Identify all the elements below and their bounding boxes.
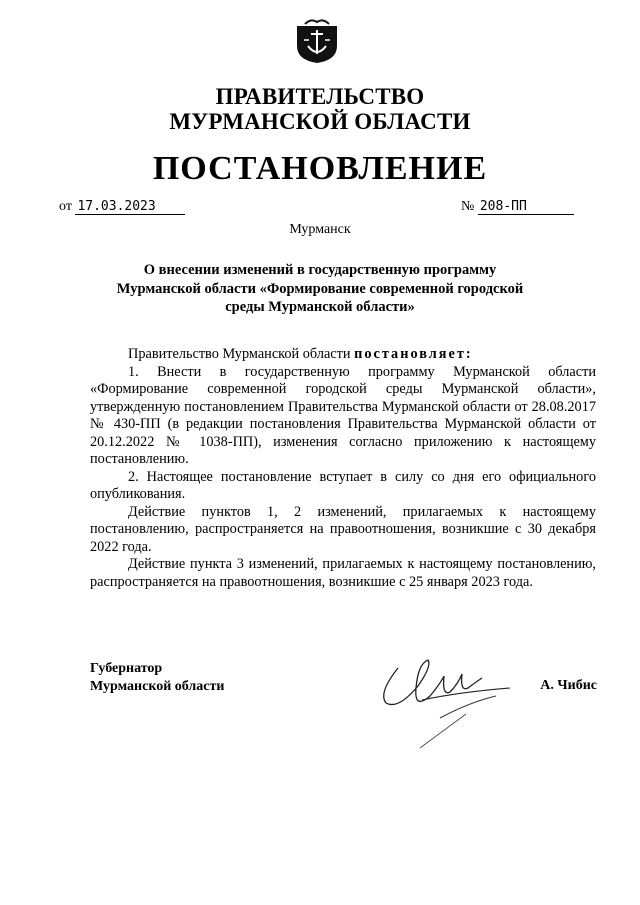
- intro-text: Правительство Мурманской области: [128, 346, 355, 362]
- document-type-title: ПОСТАНОВЛЕНИЕ: [152, 150, 488, 187]
- date-prefix: от: [59, 199, 72, 214]
- signer-title: [90, 660, 224, 696]
- decree-date: 17.03.2023: [75, 199, 185, 215]
- body-paragraph-4: Действие пункта 3 изменений, прилагаемых к настоящему постановлению, распространяется на правоотношения, возникшие с 25 января 2023 года.: [90, 556, 596, 590]
- signer-name: А. Чибис: [540, 678, 597, 693]
- government-name-line2: МУРМАНСКОЙ ОБЛАСТИ: [169, 109, 471, 134]
- signer-title-line1: Губернатор: [90, 661, 163, 676]
- government-name-line1: ПРАВИТЕЛЬСТВО: [215, 84, 425, 109]
- decree-date-row: [59, 199, 185, 215]
- decree-subject: [110, 261, 530, 317]
- body-paragraph-3: Действие пунктов 1, 2 изменений, прилагаемых к настоящему постановлению, распространяется на правоотношения, возникшие с 30 декабря 2022 года.: [90, 503, 596, 555]
- murmansk-coat-of-arms-icon: [295, 16, 339, 64]
- body-paragraph-1: 1. Внести в государственную программу Мурманской области «Формирование современной городской среды Мурманской области», утвержденную постановлением Правительства Мурманской области от 28.08.2017 № 430-ПП (в редакции постановления Правительства Мурманской области от 20.12.2022 № 1038-ПП), изменения согласно приложению к настоящему постановлению.: [90, 363, 596, 467]
- city-name: Мурманск: [289, 222, 351, 237]
- subject-line: среды Мурманской области»: [225, 299, 415, 315]
- subject-line: О внесении изменений в государственную программу: [143, 262, 497, 278]
- resolve-word: постановляет:: [354, 346, 473, 362]
- number-prefix: №: [461, 199, 475, 214]
- decree-body: [90, 346, 596, 591]
- decree-number: 208-ПП: [478, 199, 574, 215]
- subject-line: Мурманской области «Формирование современной городской: [116, 280, 524, 297]
- body-paragraph-2: 2. Настоящее постановление вступает в силу со дня его официального опубликования.: [90, 468, 596, 502]
- handwritten-signature: [370, 648, 520, 753]
- intro-paragraph: [90, 346, 596, 364]
- decree-number-row: [461, 199, 574, 215]
- signer-title-line2: Мурманской области: [90, 679, 225, 694]
